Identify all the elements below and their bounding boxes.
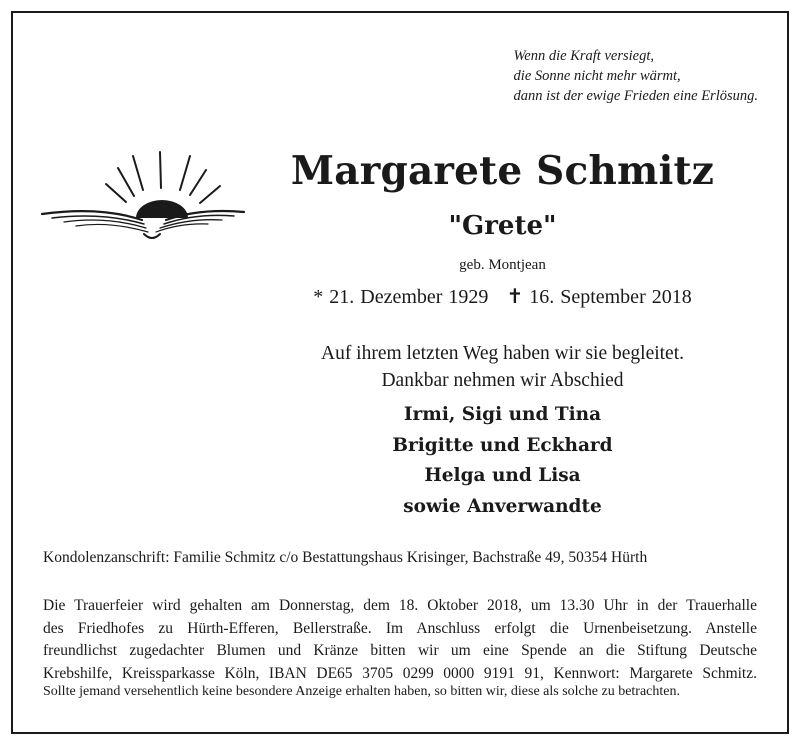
funeral-details [43, 595, 757, 685]
mourner: sowie Anverwandte [403, 495, 602, 517]
closing-note: Sollte jemand versehentlich keine besondere Anzeige erhalten haben, so bitten wir, diese als solche zu betrachten. [43, 684, 680, 699]
poem-line: die Sonne nicht mehr wärmt, [513, 68, 681, 84]
poem [514, 46, 758, 106]
details-line: Krebshilfe, Kreissparkasse Köln, IBAN DE65 3705 0299 0000 9191 91, Kennwort: Margarete Schmitz. [43, 664, 757, 682]
mourners-list [230, 400, 775, 522]
farewell-line: Dankbar nehmen wir Abschied [381, 370, 624, 391]
poem-line: Wenn die Kraft versiegt, [513, 48, 654, 64]
maiden-name: geb. Montjean [459, 257, 546, 273]
condolence-address: Kondolenzanschrift: Familie Schmitz c/o Bestattungshaus Krisinger, Bachstraße 49, 50354 Hürth [43, 549, 648, 566]
deceased-name: Margarete Schmitz [290, 148, 715, 194]
mourner: Irmi, Sigi und Tina [403, 404, 602, 425]
poem-line: dann ist der ewige Frieden eine Erlösung. [513, 88, 758, 104]
death-date: ✝ 16. September 2018 [506, 286, 692, 308]
life-dates [230, 284, 775, 309]
details-line: freundlichst zugedachter Blumen und Kränze bitten wir um eine Spende an die Stiftung Deutsche [43, 642, 757, 659]
nickname: "Grete" [448, 211, 557, 241]
sunrise-book-icon [40, 150, 246, 242]
mourner: Brigitte und Eckhard [392, 434, 613, 456]
mourner: Helga und Lisa [424, 465, 581, 486]
details-line: des Friedhofes zu Hürth-Efferen, Bellerstraße. Im Anschluss erfolgt die Urnenbeisetzung. Anstelle [43, 619, 757, 637]
farewell-text [230, 340, 775, 394]
birth-date: * 21. Dezember 1929 [313, 286, 489, 308]
details-line: Die Trauerfeier wird gehalten am Donnerstag, dem 18. Oktober 2018, um 13.30 Uhr in der Trauerhalle [43, 597, 757, 614]
farewell-line: Auf ihrem letzten Weg haben wir sie begleitet. [320, 343, 685, 364]
